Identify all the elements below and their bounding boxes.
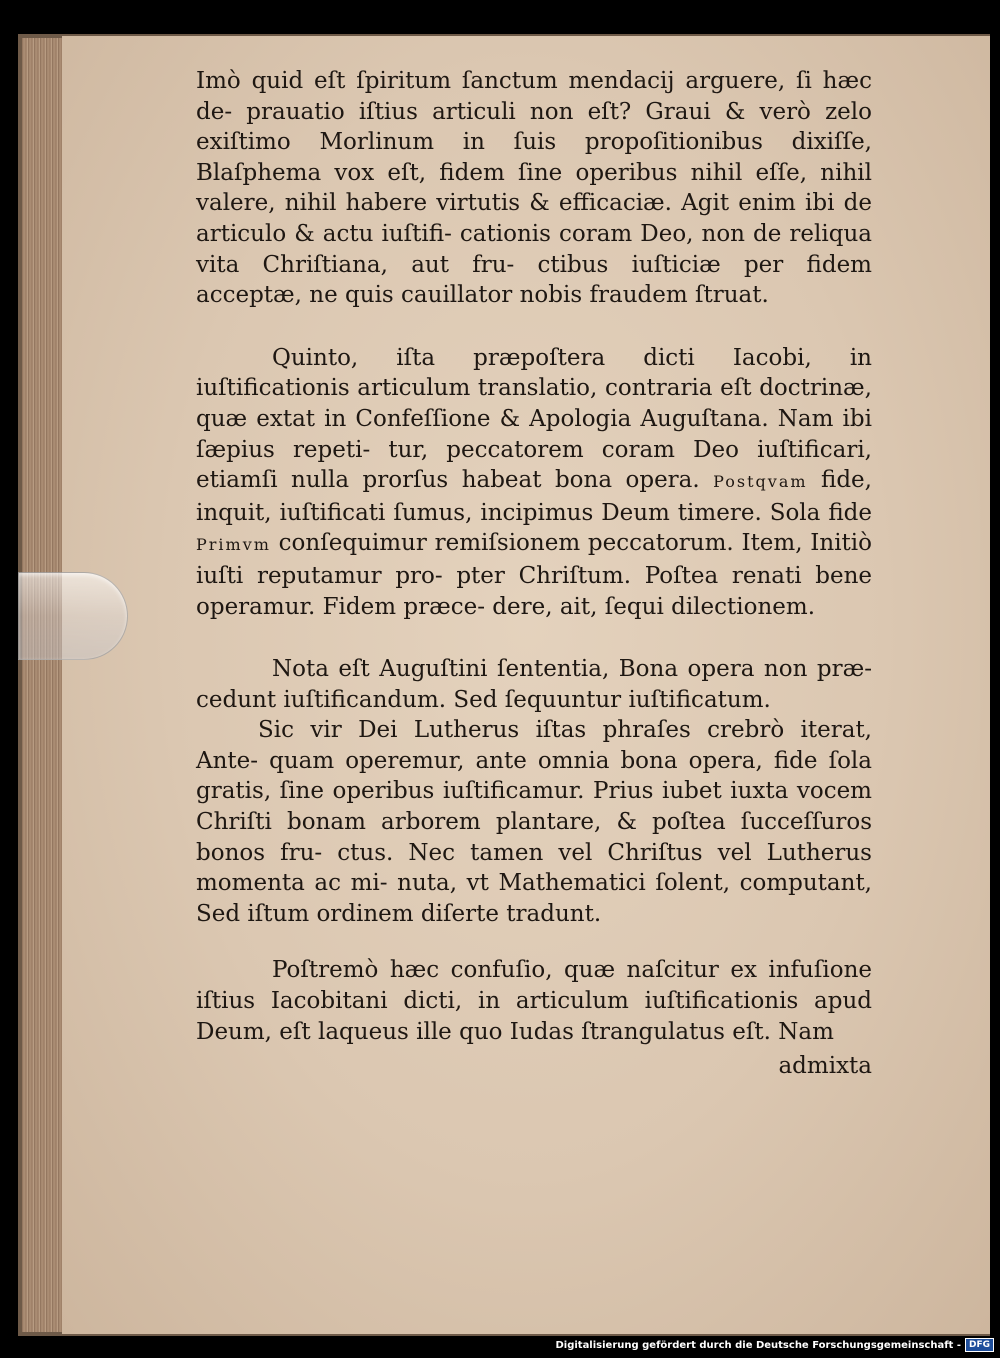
paragraph-2-text-b: fide, inquit, iuſtificati ſumus, incipimus Deum timere. Sola fide — [196, 467, 872, 526]
paragraph-4: Sic vir Dei Lutherus iſtas phraſes crebrò iterat, Ante- quam operemur, ante omnia bona opera, fide ſola gratis, ſine operibus iuſtificamur. Prius iubet iuxta vocem Chriſti bonam arborem plantare, & poſtea ſucceſſuros bonos fru- ctus. Nec tamen vel Chriſtus vel Lutherus momenta ac mi- nuta, vt Mathematici ſolent, computant, Sed iſtum ordinem diſerte tradunt. — [196, 717, 872, 927]
page-text — [196, 66, 872, 1082]
catchword: admixta — [778, 1053, 872, 1080]
paragraph-2-text-a: Quinto, iſta præpoſtera dicti Iacobi, in iuſtificationis articulum translatio, contraria eſt doctrinæ, quæ extat in Confeſſione & Apologia Auguſtana. Nam ibi ſæpius repeti- tur, peccatorem coram Deo iuſtificari, etiamſi nulla prorſus habeat bona opera. — [196, 344, 872, 494]
paragraph-1: Imò quid eſt ſpiritum ſanctum mendacij arguere, ſi hæc de- prauatio iſtius articuli non eſt? Graui & verò zelo exiſtimo Morlinum in ſuis propoſitionibus dixiſſe, Blaſphema vox eſt, fidem ſine operibus nihil eſſe, nihil valere, nihil habere virtutis & efficaciæ. Agit enim ibi de articulo & actu iuſtifi- cationis coram Deo, non de reliqua vita Chriſtiana, aut fru- ctibus iuſticiæ per fidem acceptæ, ne quis cauillator nobis fraudem ſtruat. — [196, 68, 872, 309]
small-caps-postquam: Postqvam — [713, 472, 808, 492]
paragraph-3: Nota eſt Auguſtini ſententia, Bona opera non præ- cedunt iuſtificandum. Sed ſequuntur iuſtificatum. — [196, 656, 872, 713]
paragraph-2-text-c: conſequimur remiſsionem peccatorum. Item, Initiò iuſti reputamur pro- pter Chriſtum. Poſtea renati bene operamur. Fidem præce- dere, ait, ſequi dilectionem. — [196, 530, 872, 620]
paragraph-5: Poſtremò hæc confuſio, quæ naſcitur ex infuſione iſtius Iacobitani dicti, in articulum iuſtificationis apud Deum, eſt laqueus ille quo Iudas ſtrangulatus eſt. Nam — [196, 957, 872, 1045]
paragraph-2 — [196, 343, 872, 622]
dfg-logo: DFG — [965, 1338, 994, 1352]
footer-credit — [555, 1338, 994, 1352]
footer-credit-text: Digitalisierung gefördert durch die Deutsche Forschungsgemeinschaft - — [555, 1339, 961, 1351]
small-caps-primum: Primvm — [196, 535, 271, 555]
page-clip — [18, 572, 128, 660]
